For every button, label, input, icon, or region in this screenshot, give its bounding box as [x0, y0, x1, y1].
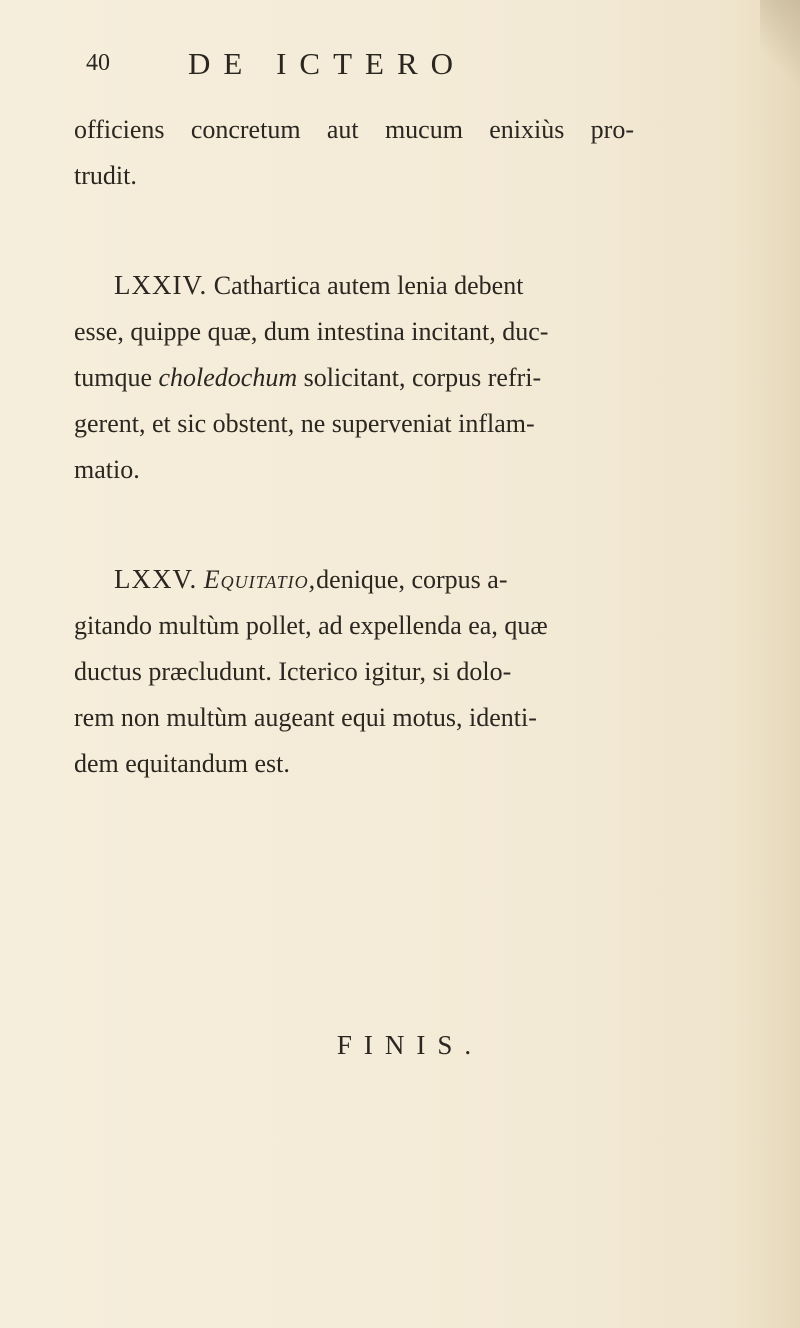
paragraph-line: matio.: [74, 455, 140, 484]
paragraph-text: tumque: [74, 363, 152, 392]
page-header: [86, 46, 646, 86]
italic-term: choledochum: [158, 363, 298, 392]
paragraph-line: [74, 355, 714, 401]
finis-mark: FINIS.: [336, 1030, 484, 1060]
paragraph-number: LXXV.: [114, 564, 198, 594]
paragraph-line: trudit.: [74, 161, 137, 190]
paragraph-lxxiv: [74, 262, 714, 493]
paragraph-line: ductus præcludunt. Icterico igitur, si dolo-: [74, 657, 512, 686]
paragraph-text: denique, corpus a-: [316, 565, 508, 594]
paragraph-line: dem equitandum est.: [74, 749, 290, 778]
paragraph-line: esse, quippe quæ, dum intestina incitant, duc-: [74, 317, 549, 346]
paragraph-text: solicitant, corpus refri-: [303, 363, 542, 392]
paragraph-text: Cathartica autem lenia debent: [213, 271, 524, 300]
paragraph-line: rem non multùm augeant equi motus, identi-: [74, 703, 537, 732]
paragraph-line: [114, 556, 714, 603]
smallcaps-term: Equitatio,: [203, 565, 317, 594]
paragraph-number: LXXIV.: [114, 270, 208, 300]
paragraph-line: gerent, et sic obstent, ne superveniat inflam-: [74, 409, 535, 438]
page-number: 40: [86, 50, 110, 76]
paragraph-continuation: [74, 107, 714, 199]
paragraph-line: officiens concretum aut mucum enixiùs pro-: [74, 115, 634, 144]
paragraph-lxxv: [74, 556, 714, 787]
running-title: DE ICTERO: [188, 46, 467, 81]
paragraph-line: [114, 262, 714, 309]
paragraph-line: gitando multùm pollet, ad expellenda ea, quæ: [74, 611, 548, 640]
